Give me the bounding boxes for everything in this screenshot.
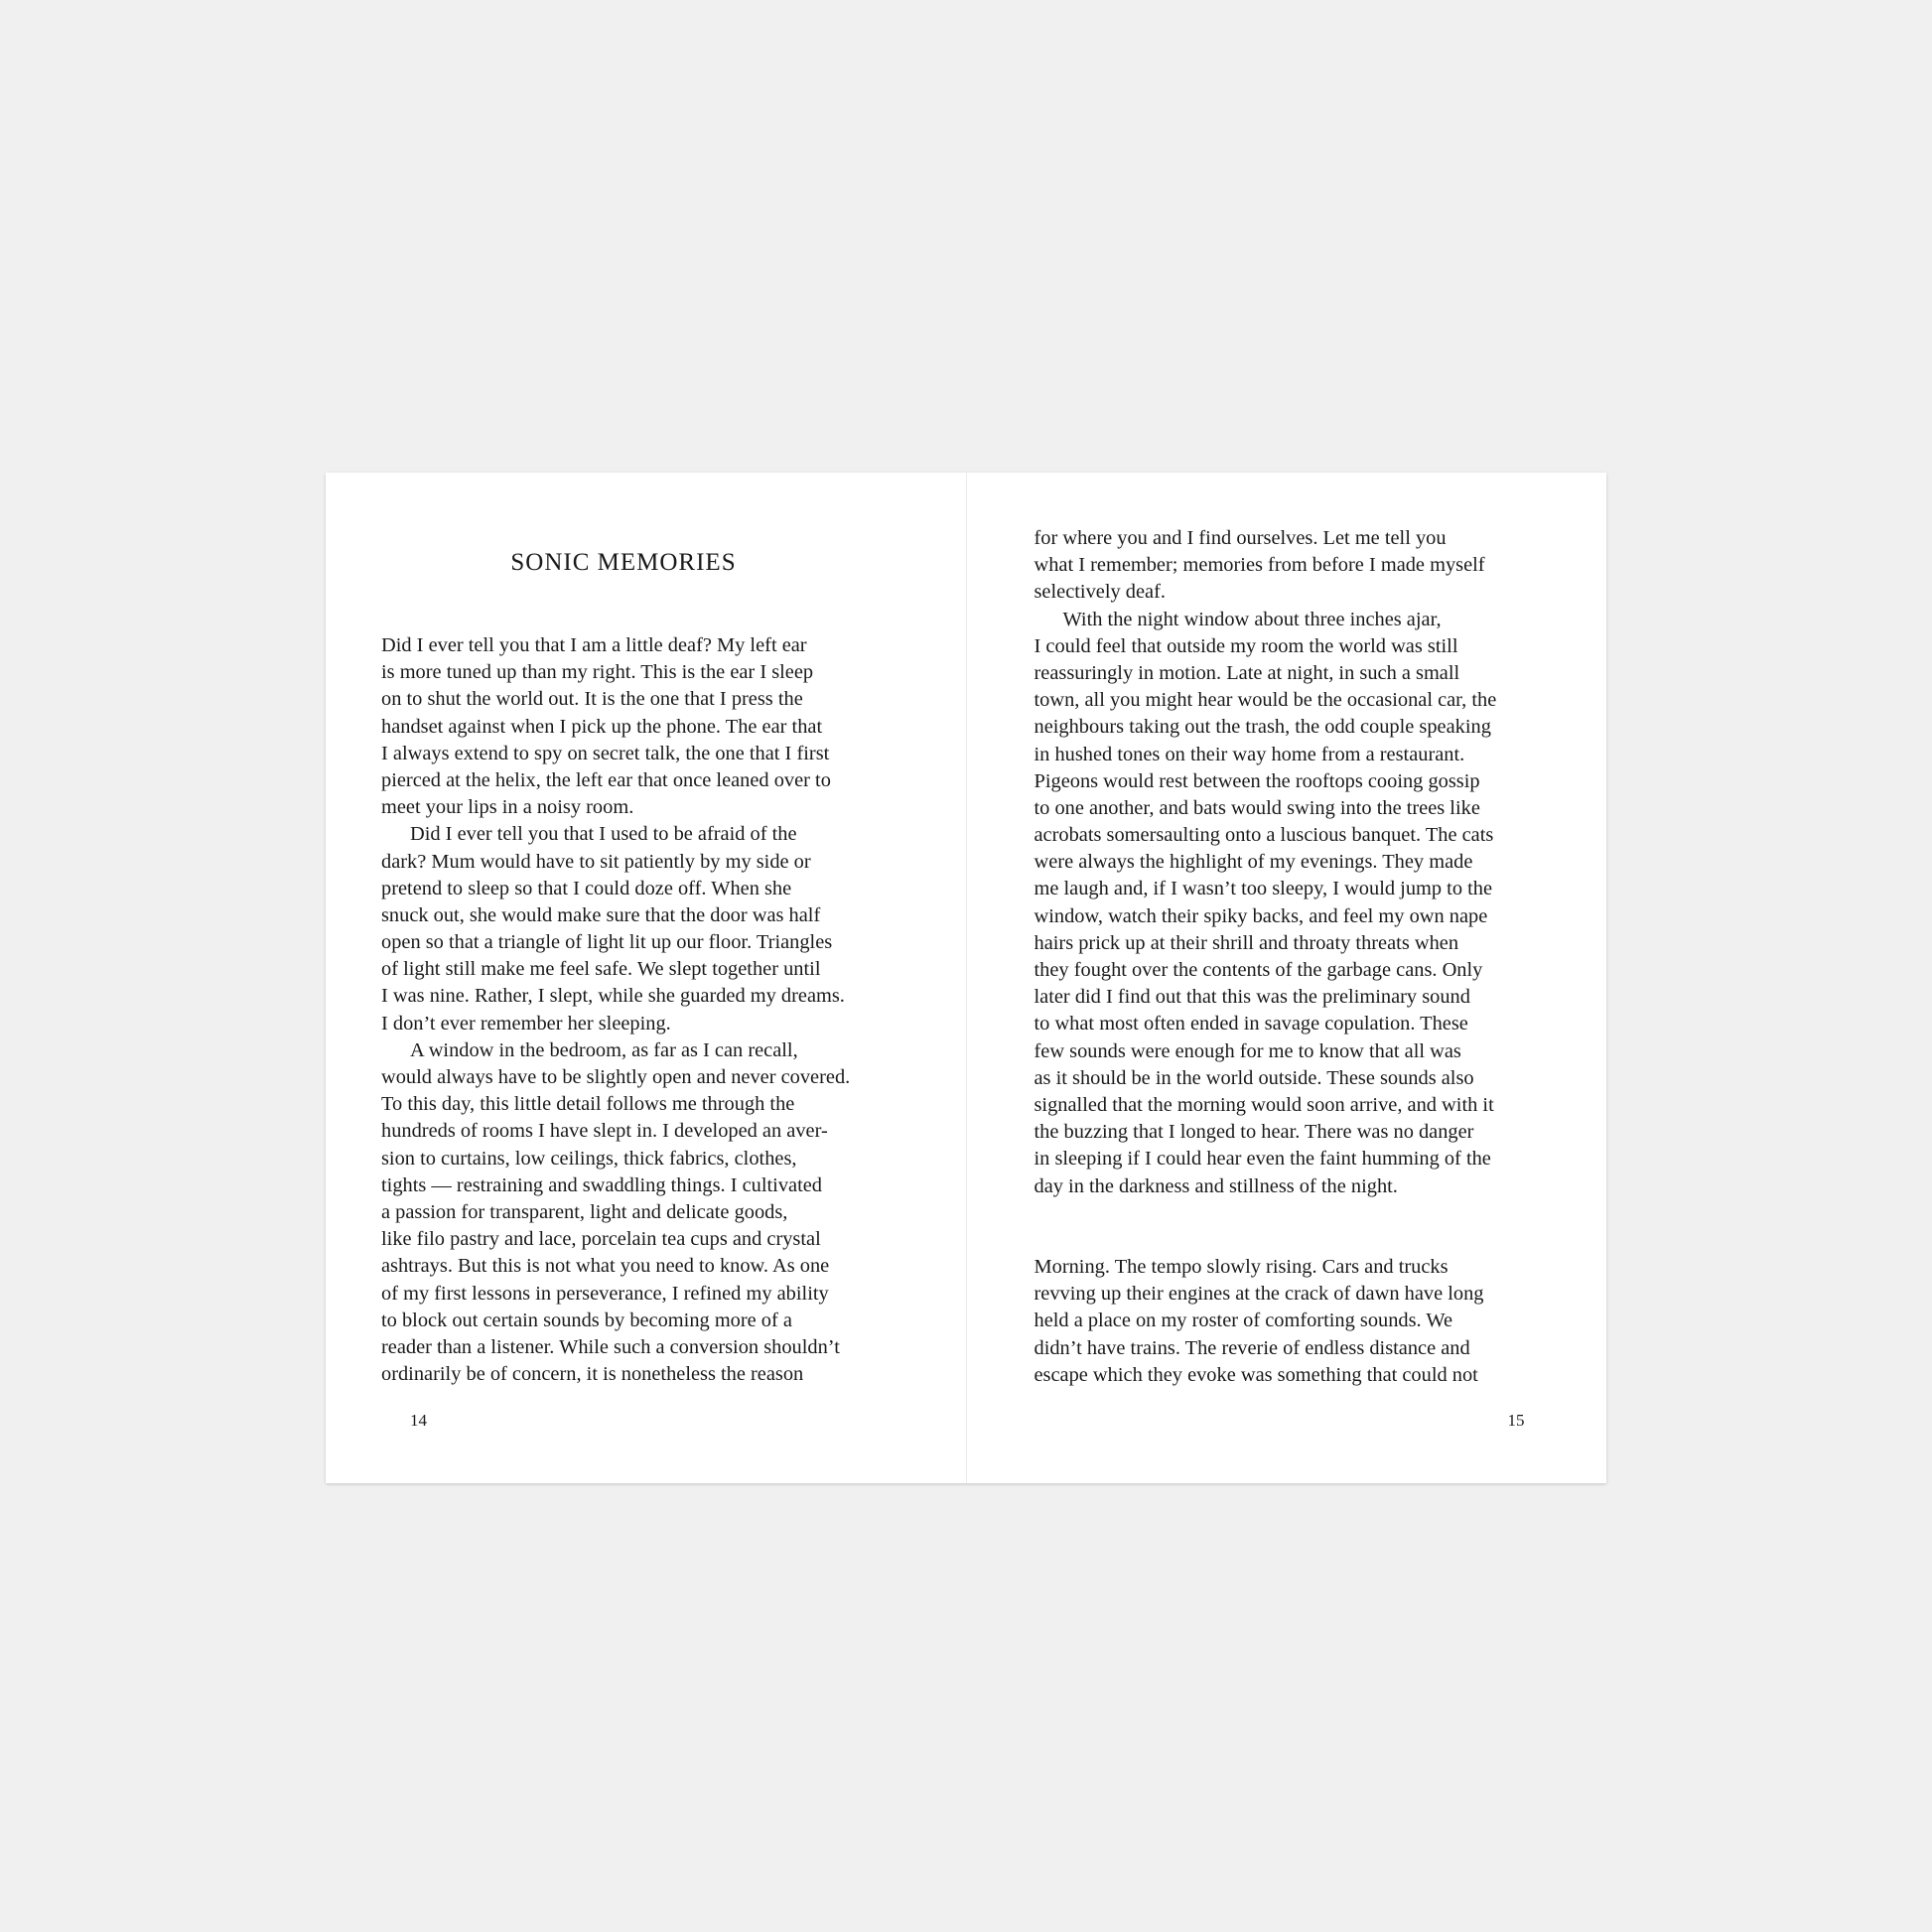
text-line: they fought over the contents of the garbage cans. Only xyxy=(1034,959,1483,981)
text-line: revving up their engines at the crack of dawn have long xyxy=(1034,1283,1484,1306)
text-line: hundreds of rooms I have slept in. I developed an aver- xyxy=(381,1120,828,1143)
text-line: to one another, and bats would swing into the trees like xyxy=(1034,796,1480,819)
text-line: snuck out, she would make sure that the door was half xyxy=(381,903,821,926)
text-line: hairs prick up at their shrill and throaty threats when xyxy=(1034,931,1459,954)
text-line: town, all you might hear would be the occasional car, the xyxy=(1034,689,1497,712)
text-line: as it should be in the world outside. These sounds also xyxy=(1034,1066,1474,1089)
text-line: Morning. The tempo slowly rising. Cars and trucks xyxy=(1034,1256,1449,1279)
right-page-body xyxy=(1035,525,1497,1389)
text-line: To this day, this little detail follows me through the xyxy=(381,1093,795,1116)
text-line: window, watch their spiky backs, and feel my own nape xyxy=(1034,904,1488,927)
text-line: With the night window about three inches ajar, xyxy=(1062,608,1442,630)
text-line: of my first lessons in perseverance, I refined my ability xyxy=(381,1282,829,1305)
book-spread xyxy=(326,473,1606,1483)
left-page xyxy=(326,473,967,1483)
text-line: reassuringly in motion. Late at night, in such a small xyxy=(1034,661,1460,684)
text-line: acrobats somersaulting onto a luscious banquet. The cats xyxy=(1034,824,1494,847)
text-line: a passion for transparent, light and delicate goods, xyxy=(381,1200,788,1223)
text-line: few sounds were enough for me to know that all was xyxy=(1034,1039,1461,1062)
text-line: Did I ever tell you that I am a little deaf? My left ear xyxy=(381,634,807,656)
text-line: of light still make me feel safe. We slept together until xyxy=(381,958,821,981)
text-line: didn’t have trains. The reverie of endless distance and xyxy=(1034,1336,1470,1359)
text-line: were always the highlight of my evenings. They made xyxy=(1034,851,1473,874)
text-line: held a place on my roster of comforting sounds. We xyxy=(1034,1310,1453,1332)
text-line: later did I find out that this was the preliminary sound xyxy=(1034,986,1470,1009)
text-line: to what most often ended in savage copulation. These xyxy=(1034,1013,1468,1035)
text-line: escape which they evoke was something that could not xyxy=(1034,1363,1478,1386)
text-line: what I remember; memories from before I made myself xyxy=(1034,554,1485,577)
page-number-right: 15 xyxy=(1507,1411,1525,1430)
text-line: like filo pastry and lace, porcelain tea cups and crystal xyxy=(381,1228,821,1251)
text-line: handset against when I pick up the phone. The ear that xyxy=(381,715,823,738)
text-line: reader than a listener. While such a conversion shouldn’t xyxy=(381,1335,840,1358)
text-line: I could feel that outside my room the world was still xyxy=(1034,634,1458,657)
text-line: A window in the bedroom, as far as I can recall, xyxy=(410,1038,798,1061)
text-line: I always extend to spy on secret talk, the one that I first xyxy=(381,742,830,764)
chapter-title: SONIC MEMORIES xyxy=(510,549,737,576)
text-line: neighbours taking out the trash, the odd couple speaking xyxy=(1034,716,1491,739)
text-line: I was nine. Rather, I slept, while she guarded my dreams. xyxy=(381,985,845,1008)
text-line: me laugh and, if I wasn’t too sleepy, I would jump to the xyxy=(1034,878,1493,900)
text-line: pierced at the helix, the left ear that once leaned over to xyxy=(381,768,831,791)
text-line: dark? Mum would have to sit patiently by my side or xyxy=(381,850,811,873)
text-line: tights — restraining and swaddling things. I cultivated xyxy=(381,1173,822,1196)
text-line: I don’t ever remember her sleeping. xyxy=(381,1012,671,1035)
text-line: ashtrays. But this is not what you need to know. As one xyxy=(381,1255,830,1278)
left-page-body xyxy=(381,632,850,1388)
text-line: is more tuned up than my right. This is the ear I sleep xyxy=(381,661,814,684)
text-line: in sleeping if I could hear even the faint humming of the xyxy=(1034,1148,1491,1171)
text-line: day in the darkness and stillness of the night. xyxy=(1034,1174,1398,1197)
text-line: Pigeons would rest between the rooftops cooing gossip xyxy=(1034,769,1480,792)
text-line: pretend to sleep so that I could doze off. When she xyxy=(381,877,792,899)
text-line: ordinarily be of concern, it is nonetheless the reason xyxy=(381,1363,804,1386)
text-line: would always have to be slightly open and never covered. xyxy=(381,1066,851,1088)
text-line: on to shut the world out. It is the one that I press the xyxy=(381,688,803,711)
text-line: the buzzing that I longed to hear. There was no danger xyxy=(1034,1121,1474,1144)
text-line: meet your lips in a noisy room. xyxy=(381,796,634,819)
right-page xyxy=(967,473,1607,1483)
text-line: open so that a triangle of light lit up our floor. Triangles xyxy=(381,931,833,954)
text-line: to block out certain sounds by becoming more of a xyxy=(381,1309,792,1331)
text-line: for where you and I find ourselves. Let me tell you xyxy=(1034,527,1447,549)
text-line: in hushed tones on their way home from a restaurant. xyxy=(1034,743,1465,765)
section-break xyxy=(1035,1200,1497,1254)
text-line: selectively deaf. xyxy=(1034,581,1166,604)
text-line: Did I ever tell you that I used to be afraid of the xyxy=(410,823,797,846)
text-line: sion to curtains, low ceilings, thick fabrics, clothes, xyxy=(381,1147,797,1170)
text-line: signalled that the morning would soon arrive, and with it xyxy=(1034,1093,1494,1116)
page-number-left: 14 xyxy=(410,1411,427,1430)
